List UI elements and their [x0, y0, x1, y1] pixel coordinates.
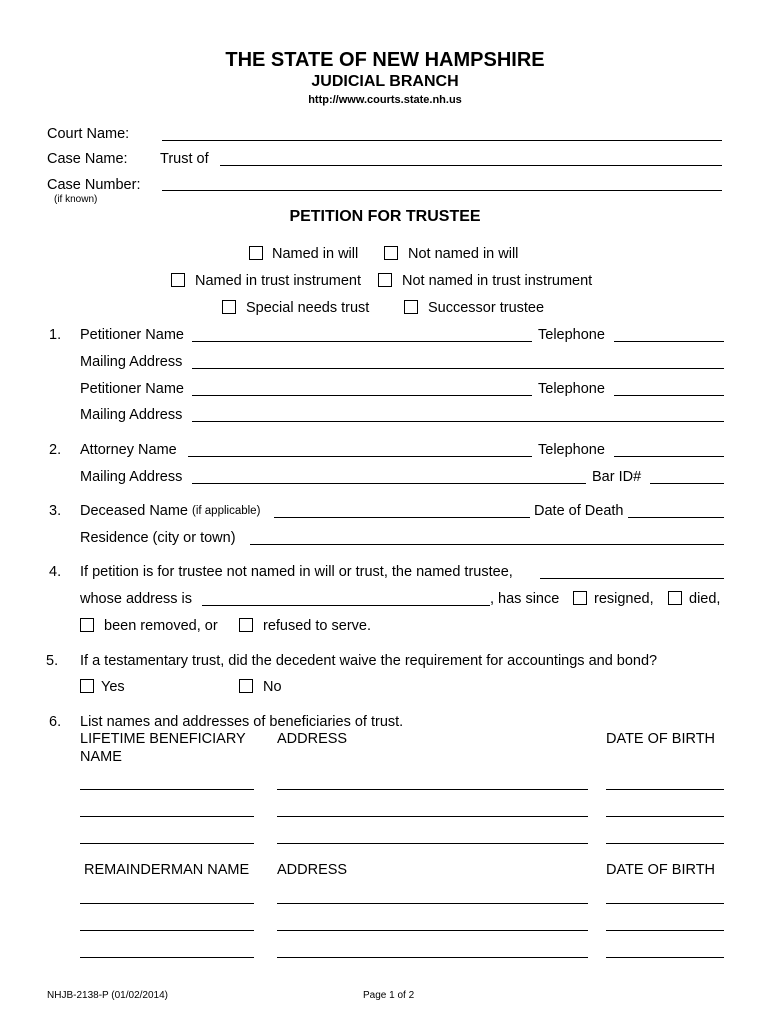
section-5-question: If a testamentary trust, did the decedent waive the requirement for accountings and bond? [80, 653, 658, 669]
remainderman-address-field-3[interactable] [277, 957, 588, 958]
date-of-death-label: Date of Death [534, 503, 624, 519]
remainderman-name-header: REMAINDERMAN NAME [84, 862, 250, 878]
bar-id-label: Bar ID# [592, 469, 642, 485]
lifetime-dob-header: DATE OF BIRTH [606, 731, 716, 747]
residence-label: Residence (city or town) [80, 530, 236, 546]
section-6-number: 6. [49, 714, 62, 730]
not-named-in-will-label: Not named in will [408, 246, 519, 262]
if-applicable-note: (if applicable) [192, 505, 261, 517]
lifetime-dob-field-1[interactable] [606, 789, 724, 790]
section-2-number: 2. [49, 442, 62, 458]
date-of-death-field[interactable] [628, 517, 724, 518]
not-named-in-trust-instrument-checkbox[interactable] [378, 273, 392, 287]
court-name-field[interactable] [162, 140, 722, 141]
remainderman-address-field-1[interactable] [277, 903, 588, 904]
remainderman-name-field-2[interactable] [80, 930, 254, 931]
named-in-will-label: Named in will [272, 246, 359, 262]
mailing-address-field-2[interactable] [192, 421, 724, 422]
attorney-name-label: Attorney Name [80, 442, 177, 458]
footer-page-number: Page 1 of 2 [363, 990, 415, 1001]
section-5-number: 5. [46, 653, 59, 669]
remainderman-dob-field-3[interactable] [606, 957, 724, 958]
bar-id-field[interactable] [650, 483, 724, 484]
telephone-field-2[interactable] [614, 395, 724, 396]
lifetime-beneficiary-header: LIFETIME BENEFICIARY [80, 731, 246, 747]
remainderman-address-field-2[interactable] [277, 930, 588, 931]
deceased-name-label: Deceased Name [80, 503, 188, 519]
no-checkbox[interactable] [239, 679, 253, 693]
telephone-label-2: Telephone [538, 381, 605, 397]
named-trustee-field[interactable] [540, 578, 724, 579]
section-1-number: 1. [49, 327, 62, 343]
trust-of-label: Trust of [160, 151, 209, 167]
not-named-in-will-checkbox[interactable] [384, 246, 398, 260]
mailing-address-label-1: Mailing Address [80, 354, 183, 370]
whose-address-label: whose address is [80, 591, 193, 607]
attorney-telephone-field[interactable] [614, 456, 724, 457]
attorney-name-field[interactable] [188, 456, 532, 457]
no-label: No [263, 679, 282, 695]
petitioner-name-field-1[interactable] [192, 341, 532, 342]
header-url: http://www.courts.state.nh.us [308, 94, 462, 106]
remainderman-name-field-1[interactable] [80, 903, 254, 904]
lifetime-address-field-1[interactable] [277, 789, 588, 790]
remainderman-dob-field-1[interactable] [606, 903, 724, 904]
if-known-note: (if known) [54, 194, 98, 205]
yes-label: Yes [101, 679, 125, 695]
successor-trustee-checkbox[interactable] [404, 300, 418, 314]
remainderman-name-field-3[interactable] [80, 957, 254, 958]
petitioner-name-field-2[interactable] [192, 395, 532, 396]
section-3-number: 3. [49, 503, 62, 519]
case-name-label: Case Name: [47, 151, 128, 167]
remainderman-dob-field-2[interactable] [606, 930, 724, 931]
lifetime-dob-field-3[interactable] [606, 843, 724, 844]
yes-checkbox[interactable] [80, 679, 94, 693]
lifetime-name-field-2[interactable] [80, 816, 254, 817]
lifetime-name-field-3[interactable] [80, 843, 254, 844]
attorney-telephone-label: Telephone [538, 442, 605, 458]
lifetime-address-header: ADDRESS [277, 731, 348, 747]
trustee-address-field[interactable] [202, 605, 490, 606]
court-name-label: Court Name: [47, 126, 130, 142]
attorney-mailing-address-label: Mailing Address [80, 469, 183, 485]
telephone-label-1: Telephone [538, 327, 605, 343]
telephone-field-1[interactable] [614, 341, 724, 342]
deceased-name-field[interactable] [274, 517, 530, 518]
case-number-label: Case Number: [47, 177, 141, 193]
lifetime-dob-field-2[interactable] [606, 816, 724, 817]
named-in-will-checkbox[interactable] [249, 246, 263, 260]
case-name-field[interactable] [220, 165, 722, 166]
resigned-label: resigned, [594, 591, 654, 607]
been-removed-label: been removed, or [104, 618, 218, 634]
named-in-trust-instrument-checkbox[interactable] [171, 273, 185, 287]
section-6-instruction: List names and addresses of beneficiaries of trust. [80, 714, 404, 730]
died-label: died, [689, 591, 721, 607]
footer-form-id: NHJB-2138-P (01/02/2014) [47, 990, 168, 1001]
resigned-checkbox[interactable] [573, 591, 587, 605]
header-state-title: THE STATE OF NEW HAMPSHIRE [225, 49, 545, 71]
case-number-field[interactable] [162, 190, 722, 191]
successor-trustee-label: Successor trustee [428, 300, 545, 316]
section-4-number: 4. [49, 564, 62, 580]
refused-checkbox[interactable] [239, 618, 253, 632]
form-title: PETITION FOR TRUSTEE [289, 208, 481, 225]
named-in-trust-instrument-label: Named in trust instrument [195, 273, 362, 289]
header-branch-title: JUDICIAL BRANCH [311, 73, 459, 90]
special-needs-trust-checkbox[interactable] [222, 300, 236, 314]
remainderman-address-header: ADDRESS [277, 862, 348, 878]
has-since-label: , has since [490, 591, 560, 607]
lifetime-beneficiary-name-header: NAME [80, 749, 122, 765]
section-4-text: If petition is for trustee not named in will or trust, the named trustee, [80, 564, 513, 580]
lifetime-address-field-3[interactable] [277, 843, 588, 844]
been-removed-checkbox[interactable] [80, 618, 94, 632]
petitioner-name-label-1: Petitioner Name [80, 327, 184, 343]
attorney-mailing-address-field[interactable] [192, 483, 586, 484]
special-needs-trust-label: Special needs trust [246, 300, 370, 316]
mailing-address-label-2: Mailing Address [80, 407, 183, 423]
not-named-in-trust-instrument-label: Not named in trust instrument [402, 273, 593, 289]
refused-label: refused to serve. [263, 618, 371, 634]
residence-field[interactable] [250, 544, 724, 545]
remainderman-dob-header: DATE OF BIRTH [606, 862, 716, 878]
mailing-address-field-1[interactable] [192, 368, 724, 369]
died-checkbox[interactable] [668, 591, 682, 605]
petitioner-name-label-2: Petitioner Name [80, 381, 184, 397]
lifetime-name-field-1[interactable] [80, 789, 254, 790]
lifetime-address-field-2[interactable] [277, 816, 588, 817]
